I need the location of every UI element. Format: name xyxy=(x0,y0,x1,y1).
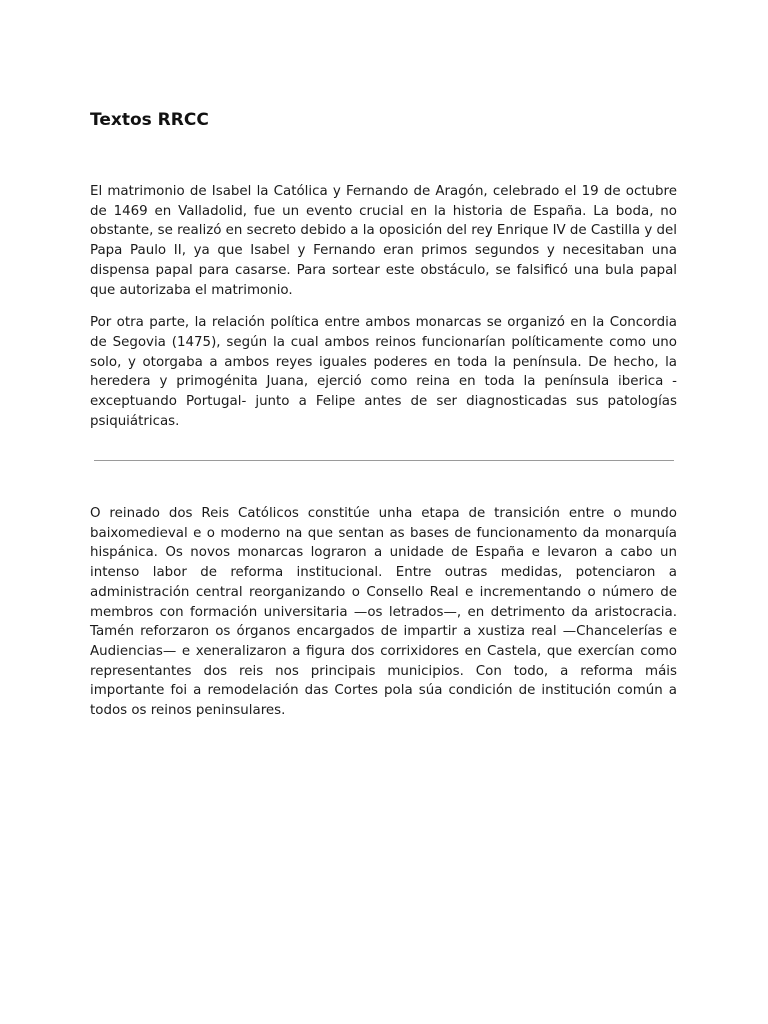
document-title: Textos RRCC xyxy=(90,110,209,130)
section-galician-text xyxy=(90,504,677,734)
paragraph-reinado: O reinado dos Reis Católicos constitúe unha etapa de transición entre o mundo baixomedieval e o moderno na que sentan as bases de funcionamento da monarquía hispánica. Os novos monarcas lograron a unidade de España e levaron a cabo un intenso labor de reforma institucional. Entre outras medidas, potenciaron a administración central reorganizando o Consello Real e incrementando o número de membros con formación universitaria —os letrados—, en detrimento da aristocracia. Tamén reforzaron os órganos encargados de impartir a xustiza real —Chancelerías e Audiencias— e xeneralizaron a figura dos corrixidores en Castela, que exercían como representantes dos reis nos principais municipios. Con todo, a reforma máis importante foi a remodelación das Cortes pola súa condición de institución común a todos os reinos peninsulares. xyxy=(90,506,677,719)
paragraph-concordia: Por otra parte, la relación política entre ambos monarcas se organizó en la Concordia de Segovia (1475), según la cual ambos reinos funcionarían políticamente como uno solo, y otorgaba a ambos reyes iguales poderes en toda la península. De hecho, la heredera y primogénita Juana, ejerció como reina en toda la península iberica -exceptuando Portugal- junto a Felipe antes de ser diagnosticadas sus patologías psiquiátricas. xyxy=(90,315,677,429)
section-spanish-text xyxy=(90,182,677,444)
section-divider xyxy=(94,460,674,461)
paragraph-marriage: El matrimonio de Isabel la Católica y Fernando de Aragón, celebrado el 19 de octubre de 1469 en Valladolid, fue un evento crucial en la historia de España. La boda, no obstante, se realizó en secreto debido a la oposición del rey Enrique IV de Castilla y del Papa Paulo II, ya que Isabel y Fernando eran primos segundos y necesitaban una dispensa papal para casarse. Para sortear este obstáculo, se falsificó una bula papal que autorizaba el matrimonio. xyxy=(90,184,677,298)
